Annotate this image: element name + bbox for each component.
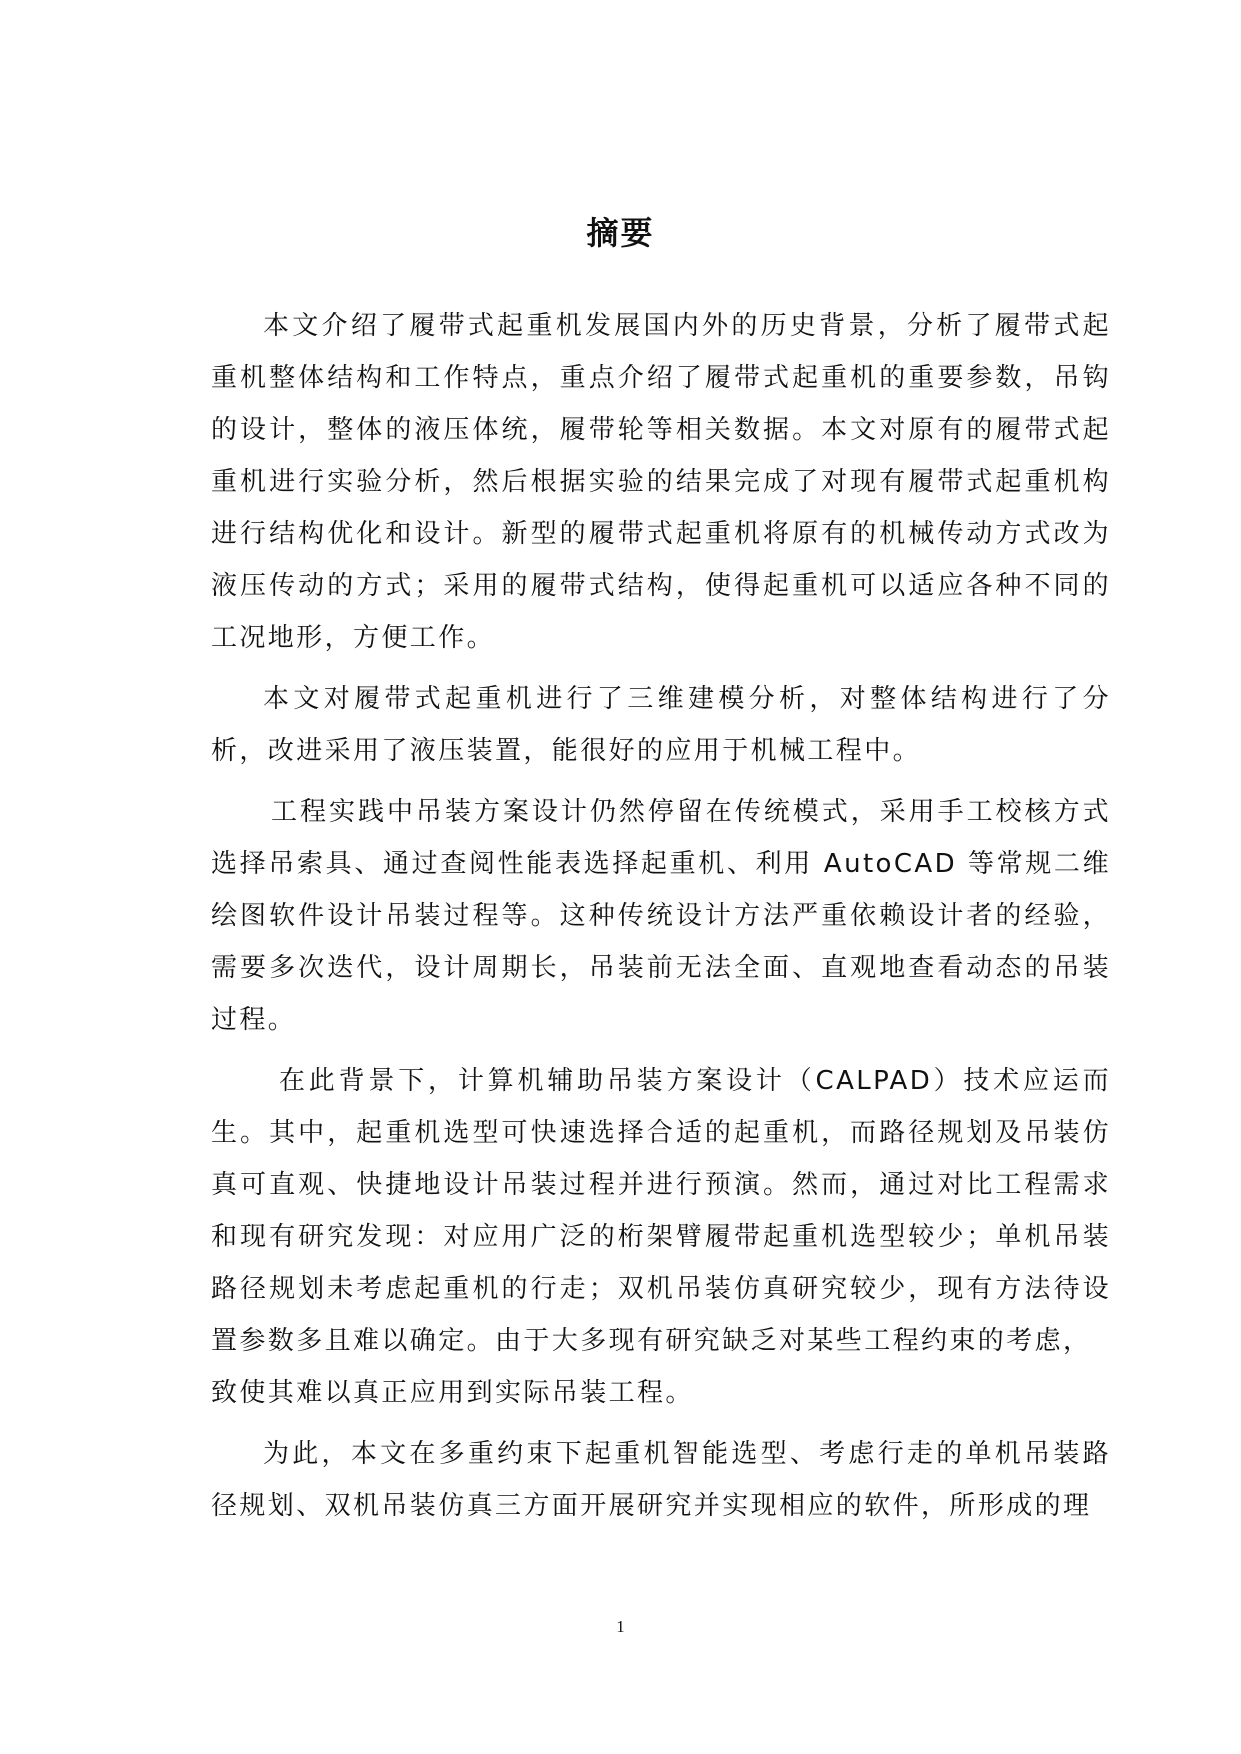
paragraph-3: 工程实践中吊装方案设计仍然停留在传统模式，采用手工校核方式选择吊索具、通过查阅性能表选择起重机、利用 AutoCAD 等常规二维绘图软件设计吊装过程等。这种传统设计方法严重依赖设计者的经验，需要多次迭代，设计周期长，吊装前无法全面、直观地查看动态的吊装过程。 xyxy=(211,797,1111,1035)
page-number: 1 xyxy=(616,1617,625,1636)
paragraph-4: 在此背景下，计算机辅助吊装方案设计（CALPAD）技术应运而生。其中，起重机选型可快速选择合适的起重机，而路径规划及吊装仿真可直观、快捷地设计吊装过程并进行预演。然而，通过对比工程需求和现有研究发现：对应用广泛的桁架臂履带起重机选型较少；单机吊装路径规划未考虑起重机的行走；双机吊装仿真研究较少，现有方法待设置参数多且难以确定。由于大多现有研究缺乏对某些工程约束的考虑， xyxy=(211,1066,1111,1356)
paragraph-6: 为此，本文在多重约束下起重机智能选型、考虑行走的单机吊装路径规划、双机吊装仿真三方面开展研究并实现相应的软件，所形成的理 xyxy=(211,1439,1111,1521)
page-title: 摘要 xyxy=(586,214,655,252)
paragraph-5: 致使其难以真正应用到实际吊装工程。 xyxy=(211,1378,694,1408)
paragraph-2: 本文对履带式起重机进行了三维建模分析，对整体结构进行了分析，改进采用了液压装置，能很好的应用于机械工程中。 xyxy=(211,684,1111,766)
paragraph-1: 本文介绍了履带式起重机发展国内外的历史背景，分析了履带式起重机整体结构和工作特点，重点介绍了履带式起重机的重要参数，吊钩的设计，整体的液压体统，履带轮等相关数据。本文对原有的履带式起重机进行实验分析，然后根据实验的结果完成了对现有履带式起重机构进行结构优化和设计。新型的履带式起重机将原有的机械传动方式改为液压传动的方式；采用的履带式结构，使得起重机可以适应各种不同的工况地形，方便工作。 xyxy=(211,311,1111,653)
abstract-body xyxy=(211,300,1111,1541)
